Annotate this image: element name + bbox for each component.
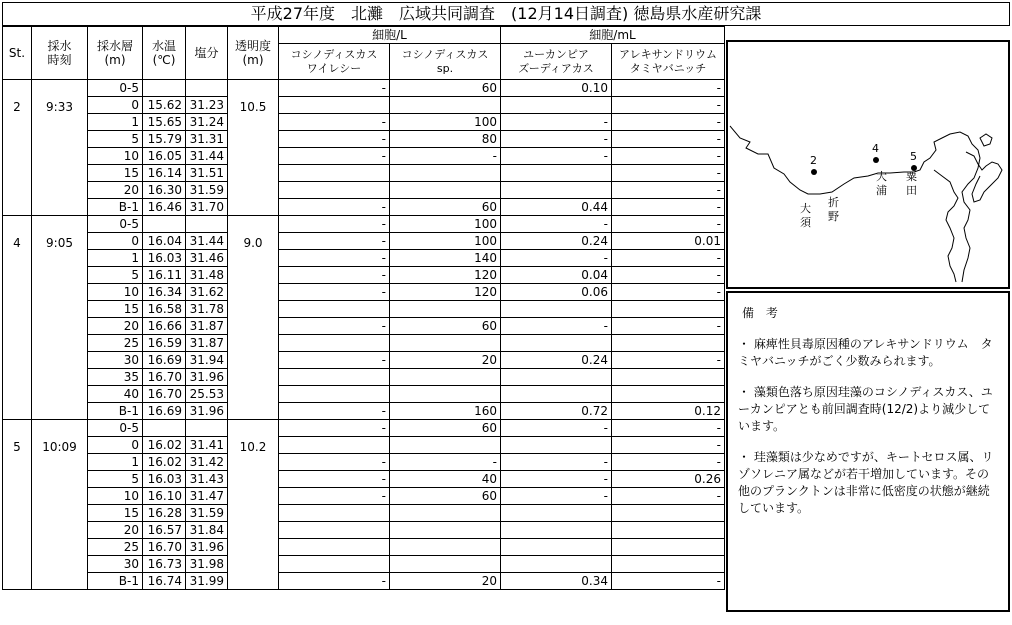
cell-sp1: - [279,80,390,97]
header-species-1: コシノディスカス ワイレシー [279,44,390,80]
cell-temp: 16.57 [143,522,186,539]
cell-salinity: 31.43 [186,471,228,488]
cell-sp4 [612,335,725,352]
cell-sp4: - [612,97,725,114]
cell-sp1: - [279,573,390,590]
cell-temp: 16.11 [143,267,186,284]
place-label-char: 野 [828,210,839,223]
cell-depth: B-1 [88,199,143,216]
cell-sp1: - [279,131,390,148]
transparency-value: 10.5 [228,80,279,216]
cell-salinity: 31.59 [186,505,228,522]
table-row [3,471,725,488]
cell-sp2 [390,556,501,573]
cell-salinity: 31.31 [186,131,228,148]
cell-sp2: 160 [390,403,501,420]
cell-sp4 [612,522,725,539]
place-label-char: 大 [876,170,887,183]
table-row [3,165,725,182]
cell-sp1: - [279,318,390,335]
table-row [3,369,725,386]
cell-sp3: 0.24 [501,352,612,369]
header-salinity: 塩分 [186,27,228,80]
cell-sp3: - [501,250,612,267]
cell-sp1: - [279,267,390,284]
cell-sp3: - [501,454,612,471]
table-row [3,437,725,454]
table-row [3,131,725,148]
cell-salinity: 31.44 [186,148,228,165]
cell-sp2: 120 [390,267,501,284]
cell-depth: 20 [88,182,143,199]
cell-salinity: 31.41 [186,437,228,454]
cell-salinity: 31.78 [186,301,228,318]
cell-sp4: - [612,148,725,165]
table-row [3,250,725,267]
cell-depth: 15 [88,165,143,182]
header-time: 採水 時刻 [32,27,88,80]
place-label-char: 浦 [876,184,887,197]
cell-temp: 16.28 [143,505,186,522]
cell-sp2 [390,165,501,182]
table-row [3,267,725,284]
table-row [3,573,725,590]
cell-sp4: 0.12 [612,403,725,420]
table-row [3,80,725,97]
cell-sp3 [501,369,612,386]
cell-sp2 [390,335,501,352]
cell-sp4: 0.01 [612,233,725,250]
cell-sp4 [612,369,725,386]
cell-salinity: 31.47 [186,488,228,505]
sample-time: 10:09 [32,420,88,590]
cell-sp2: 60 [390,488,501,505]
station-label-4: 4 [872,142,879,155]
cell-sp3: 0.34 [501,573,612,590]
cell-sp1: - [279,233,390,250]
cell-depth: 0-5 [88,80,143,97]
cell-sp4: - [612,199,725,216]
station-label-5: 5 [910,150,917,163]
cell-sp4: 0.26 [612,471,725,488]
cell-sp1: - [279,454,390,471]
cell-sp1 [279,386,390,403]
cell-sp2: 100 [390,233,501,250]
station-marker-4 [873,157,879,163]
cell-salinity: 25.53 [186,386,228,403]
cell-sp3 [501,386,612,403]
cell-depth: 25 [88,335,143,352]
cell-sp4: - [612,165,725,182]
cell-salinity: 31.94 [186,352,228,369]
remark-paragraph: ・ 藻類色落ち原因珪藻のコシノディスカス、ユーカンピアとも前回調査時(12/2)より減少しています。 [738,385,993,433]
cell-sp4: - [612,488,725,505]
sheet-title: 平成27年度 北灘 広域共同調査 (12月14日調査) 徳島県水産研究課 [2,2,1010,26]
cell-temp [143,80,186,97]
cell-sp3: 0.24 [501,233,612,250]
cell-depth: 5 [88,131,143,148]
cell-sp2: 60 [390,80,501,97]
cell-sp3 [501,522,612,539]
cell-salinity: 31.99 [186,573,228,590]
cell-sp2: 60 [390,199,501,216]
cell-sp1: - [279,199,390,216]
header-cells-per-ml: 細胞/mL [501,27,725,44]
cell-sp2: 80 [390,131,501,148]
table-row [3,539,725,556]
table-row [3,233,725,250]
cell-temp: 16.05 [143,148,186,165]
cell-sp2: 120 [390,284,501,301]
table-body [3,80,725,590]
station-map [726,40,1010,289]
cell-sp3 [501,182,612,199]
cell-salinity: 31.98 [186,556,228,573]
cell-depth: 10 [88,488,143,505]
cell-salinity: 31.42 [186,454,228,471]
cell-sp4: - [612,420,725,437]
cell-sp2: - [390,454,501,471]
cell-depth: 15 [88,505,143,522]
cell-depth: 15 [88,301,143,318]
sample-time: 9:05 [32,216,88,420]
cell-temp: 16.03 [143,471,186,488]
cell-sp1 [279,556,390,573]
cell-sp2 [390,97,501,114]
cell-salinity: 31.24 [186,114,228,131]
cell-depth: 30 [88,352,143,369]
cell-depth: 1 [88,454,143,471]
cell-sp1: - [279,403,390,420]
cell-temp: 16.70 [143,539,186,556]
cell-sp3 [501,301,612,318]
cell-sp2: 20 [390,573,501,590]
cell-sp2: 140 [390,250,501,267]
cell-salinity: 31.46 [186,250,228,267]
cell-sp3: 0.10 [501,80,612,97]
cell-sp1 [279,522,390,539]
cell-sp1 [279,301,390,318]
cell-sp4: - [612,131,725,148]
cell-depth: 30 [88,556,143,573]
cell-sp3: - [501,488,612,505]
survey-sheet [2,2,1010,623]
cell-sp1 [279,97,390,114]
cell-salinity: 31.59 [186,182,228,199]
cell-temp: 16.10 [143,488,186,505]
table-row [3,556,725,573]
place-label-char: 粟 [906,170,917,183]
cell-sp2 [390,539,501,556]
cell-sp4 [612,556,725,573]
cell-temp: 16.30 [143,182,186,199]
cell-sp1: - [279,284,390,301]
cell-sp3: - [501,318,612,335]
cell-sp4: - [612,182,725,199]
cell-salinity: 31.51 [186,165,228,182]
cell-temp: 16.74 [143,573,186,590]
cell-sp1 [279,182,390,199]
place-label-char: 須 [800,216,811,229]
cell-sp4: - [612,250,725,267]
station-id: 2 [3,80,32,216]
cell-temp: 16.14 [143,165,186,182]
cell-sp1 [279,369,390,386]
place-labels [800,169,917,229]
cell-sp3 [501,97,612,114]
header-st: St. [3,27,32,80]
cell-sp1: - [279,420,390,437]
place-label-char: 折 [828,196,839,209]
survey-data-table [2,26,725,590]
cell-temp: 16.02 [143,454,186,471]
cell-sp3 [501,437,612,454]
cell-sp1 [279,437,390,454]
cell-sp2 [390,505,501,522]
cell-temp: 16.58 [143,301,186,318]
remarks-body [738,336,998,517]
cell-temp: 15.62 [143,97,186,114]
table-row [3,488,725,505]
table-row [3,454,725,471]
cell-sp3: - [501,471,612,488]
cell-temp: 16.70 [143,369,186,386]
remark-paragraph: ・ 珪藻類は少なめですが、キートセロス属、リゾソレニア属などが若干増加しています。その他のプランクトンは非常に低密度の状態が継続しています。 [738,450,994,515]
cell-sp1: - [279,250,390,267]
table-row [3,182,725,199]
cell-depth: 35 [88,369,143,386]
remark-paragraph: ・ 麻痺性貝毒原因種のアレキサンドリウム タミヤバニッチがごく少数みられます。 [738,337,993,368]
cell-sp4: - [612,216,725,233]
station-label-2: 2 [810,154,817,167]
cell-sp1: - [279,352,390,369]
island-north [980,134,992,146]
cell-sp1 [279,539,390,556]
cell-depth: B-1 [88,403,143,420]
sample-time: 9:33 [32,80,88,216]
cell-temp: 16.69 [143,352,186,369]
cell-salinity: 31.62 [186,284,228,301]
cell-depth: B-1 [88,573,143,590]
island-coast [966,152,1002,202]
cell-sp4: - [612,114,725,131]
cell-sp3: - [501,114,612,131]
cell-sp3: - [501,131,612,148]
cell-salinity [186,80,228,97]
cell-sp4: - [612,267,725,284]
cell-salinity: 31.84 [186,522,228,539]
table-row [3,216,725,233]
cell-salinity [186,420,228,437]
bay-inlet [934,170,958,282]
transparency-value: 10.2 [228,420,279,590]
coastline [730,126,980,282]
cell-depth: 0-5 [88,420,143,437]
cell-sp2: 100 [390,114,501,131]
cell-sp4 [612,386,725,403]
cell-sp4: - [612,573,725,590]
cell-sp1 [279,335,390,352]
header-layer: 採水層 (m) [88,27,143,80]
cell-sp1 [279,505,390,522]
cell-salinity: 31.44 [186,233,228,250]
cell-depth: 20 [88,318,143,335]
cell-temp: 16.70 [143,386,186,403]
cell-depth: 0 [88,233,143,250]
cell-sp2 [390,301,501,318]
cell-salinity [186,216,228,233]
cell-sp1: - [279,148,390,165]
remarks-title: 備 考 [742,306,782,320]
header-cells-per-l: 細胞/L [279,27,501,44]
cell-depth: 1 [88,250,143,267]
header-species-3: ユーカンピア ズーディアカス [501,44,612,80]
cell-sp4: - [612,352,725,369]
cell-sp2 [390,386,501,403]
cell-depth: 25 [88,539,143,556]
cell-sp3 [501,335,612,352]
cell-sp2 [390,182,501,199]
transparency-value: 9.0 [228,216,279,420]
cell-sp1 [279,165,390,182]
cell-sp1: - [279,114,390,131]
cell-sp4: - [612,284,725,301]
header-species-4: アレキサンドリウム タミヤバニッチ [612,44,725,80]
cell-sp3: 0.06 [501,284,612,301]
cell-salinity: 31.96 [186,403,228,420]
cell-sp3 [501,556,612,573]
cell-sp3: - [501,148,612,165]
table-row [3,318,725,335]
cell-sp3: - [501,216,612,233]
cell-sp3 [501,165,612,182]
coastline-map [728,42,1008,287]
table-row [3,522,725,539]
cell-sp3: 0.72 [501,403,612,420]
cell-sp3 [501,539,612,556]
cell-sp1: - [279,488,390,505]
table-row [3,403,725,420]
cell-sp4: - [612,454,725,471]
header-species-2: コシノディスカス sp. [390,44,501,80]
cell-salinity: 31.87 [186,335,228,352]
remarks-box [726,291,1010,612]
header-transparency: 透明度 (m) [228,27,279,80]
cell-sp1: - [279,471,390,488]
cell-temp: 16.46 [143,199,186,216]
cell-sp3: 0.44 [501,199,612,216]
cell-sp4 [612,539,725,556]
cell-salinity: 31.96 [186,369,228,386]
cell-temp: 16.34 [143,284,186,301]
cell-sp2 [390,522,501,539]
cell-temp: 16.59 [143,335,186,352]
station-id: 5 [3,420,32,590]
cell-temp: 16.69 [143,403,186,420]
cell-sp2 [390,369,501,386]
cell-salinity: 31.48 [186,267,228,284]
cell-temp: 16.04 [143,233,186,250]
table-row [3,301,725,318]
cell-sp4: - [612,80,725,97]
table-row [3,352,725,369]
cell-sp2 [390,437,501,454]
cell-temp [143,420,186,437]
cell-sp3: - [501,420,612,437]
cell-temp [143,216,186,233]
cell-sp3 [501,505,612,522]
table-row [3,335,725,352]
cell-sp2: 100 [390,216,501,233]
cell-depth: 10 [88,284,143,301]
cell-depth: 10 [88,148,143,165]
cell-sp4: - [612,318,725,335]
cell-depth: 20 [88,522,143,539]
station-id: 4 [3,216,32,420]
cell-sp2: 60 [390,420,501,437]
table-row [3,199,725,216]
cell-depth: 40 [88,386,143,403]
cell-sp1: - [279,216,390,233]
cell-depth: 0-5 [88,216,143,233]
cell-sp4 [612,505,725,522]
cell-sp2: - [390,148,501,165]
cell-salinity: 31.70 [186,199,228,216]
cell-salinity: 31.96 [186,539,228,556]
table-row [3,114,725,131]
cell-salinity: 31.87 [186,318,228,335]
place-label-char: 田 [906,184,917,197]
cell-sp4 [612,301,725,318]
cell-temp: 16.03 [143,250,186,267]
table-row [3,505,725,522]
table-row [3,386,725,403]
cell-salinity: 31.23 [186,97,228,114]
table-row [3,284,725,301]
station-marker-2 [811,169,817,175]
table-row [3,97,725,114]
table-row [3,420,725,437]
cell-depth: 5 [88,471,143,488]
table-row [3,148,725,165]
header-temp: 水温 (℃) [143,27,186,80]
place-label-char: 大 [800,202,811,215]
cell-temp: 16.73 [143,556,186,573]
cell-temp: 15.65 [143,114,186,131]
cell-sp2: 40 [390,471,501,488]
cell-temp: 16.66 [143,318,186,335]
cell-depth: 0 [88,97,143,114]
cell-sp4: - [612,437,725,454]
cell-depth: 1 [88,114,143,131]
cell-temp: 16.02 [143,437,186,454]
cell-temp: 15.79 [143,131,186,148]
cell-sp2: 20 [390,352,501,369]
cell-depth: 5 [88,267,143,284]
cell-sp2: 60 [390,318,501,335]
cell-depth: 0 [88,437,143,454]
cell-sp3: 0.04 [501,267,612,284]
